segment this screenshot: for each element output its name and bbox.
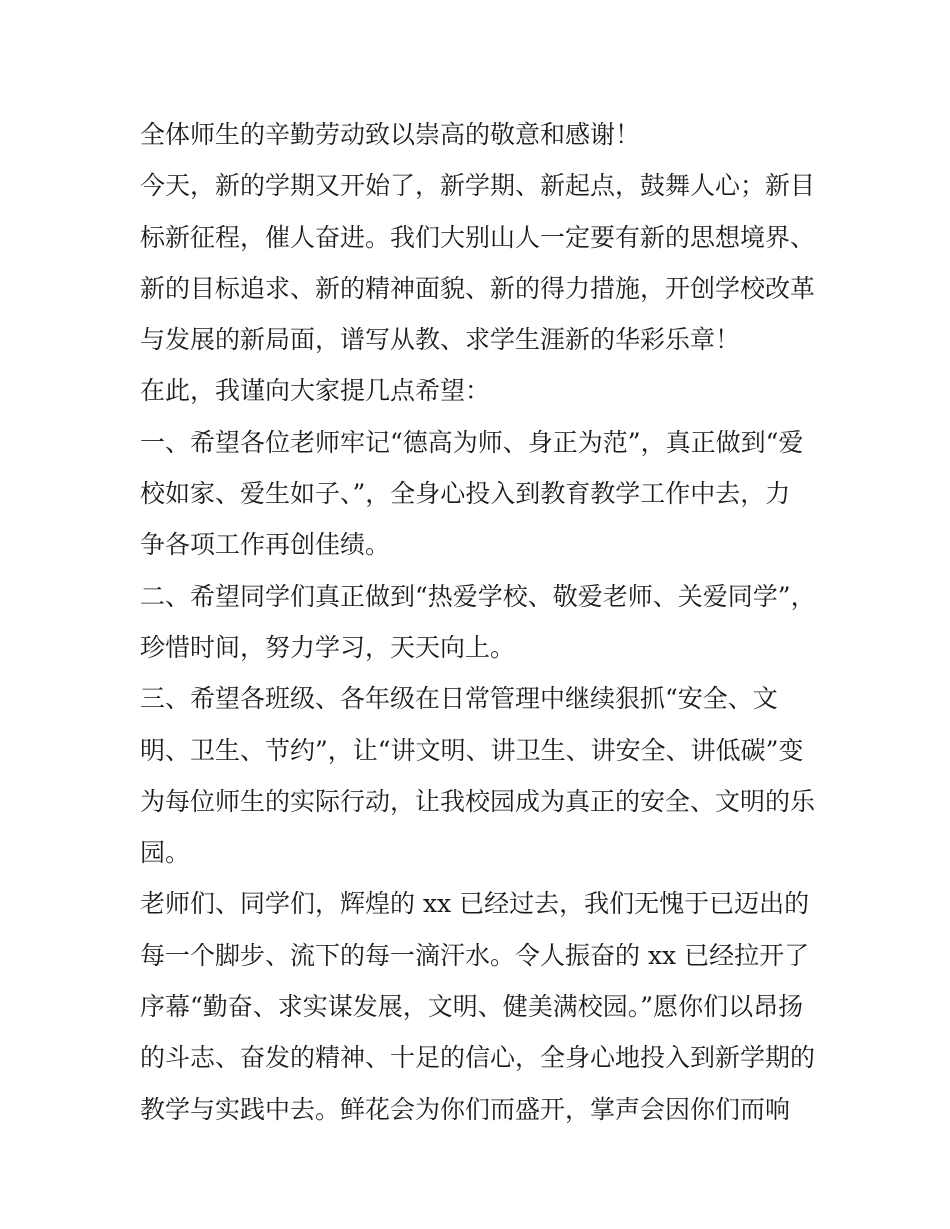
text-line: 老师们、同学们，辉煌的 xx 已经过去，我们无愧于已迈出的 <box>140 889 810 919</box>
text-line: 全体师生的辛勤劳动致以崇高的敬意和感谢！ <box>140 120 641 149</box>
text-line: 校如家、爱生如子、”，全身心投入到教育教学工作中去，力 <box>140 479 791 509</box>
text-line: 的斗志、奋发的精神、十足的信心，全身心地投入到新学期的 <box>140 1043 816 1073</box>
text-line: 园。 <box>140 838 191 868</box>
text-line: 教学与实践中去。鲜花会为你们而盛开，掌声会因你们而响 <box>140 1094 791 1124</box>
text-line: 新的目标追求、新的精神面貌、新的得力措施，开创学校改革 <box>140 273 816 303</box>
text-line: 每一个脚步、流下的每一滴汗水。令人振奋的 xx 已经拉开了 <box>140 940 810 970</box>
text-line: 一、希望各位老师牢记“德高为师、身正为范”，真正做到“爱 <box>140 427 804 457</box>
text-line: 二、希望同学们真正做到“热爱学校、敬爱老师、关爱同学”， <box>140 581 816 611</box>
text-line: 争各项工作再创佳绩。 <box>140 530 391 560</box>
text-line: 与发展的新局面，谱写从教、求学生涯新的华彩乐章！ <box>140 325 741 355</box>
document-body <box>140 109 820 1135</box>
text-line: 为每位师生的实际行动，让我校园成为真正的安全、文明的乐 <box>140 786 816 816</box>
text-line: 标新征程，催人奋进。我们大别山人一定要有新的思想境界、 <box>140 222 816 252</box>
text-line: 序幕“勤奋、求实谋发展，文明、健美满校园。”愿你们以昂扬 <box>140 992 804 1022</box>
text-line: 今天，新的学期又开始了，新学期、新起点，鼓舞人心；新目 <box>140 171 816 201</box>
text-line: 明、卫生、节约”，让“讲文明、讲卫生、讲安全、讲低碳”变 <box>140 735 804 765</box>
text-line: 珍惜时间，努力学习，天天向上。 <box>140 632 516 662</box>
text-line: 三、希望各班级、各年级在日常管理中继续狠抓“安全、文 <box>140 684 778 714</box>
text-line: 在此，我谨向大家提几点希望： <box>140 376 491 406</box>
